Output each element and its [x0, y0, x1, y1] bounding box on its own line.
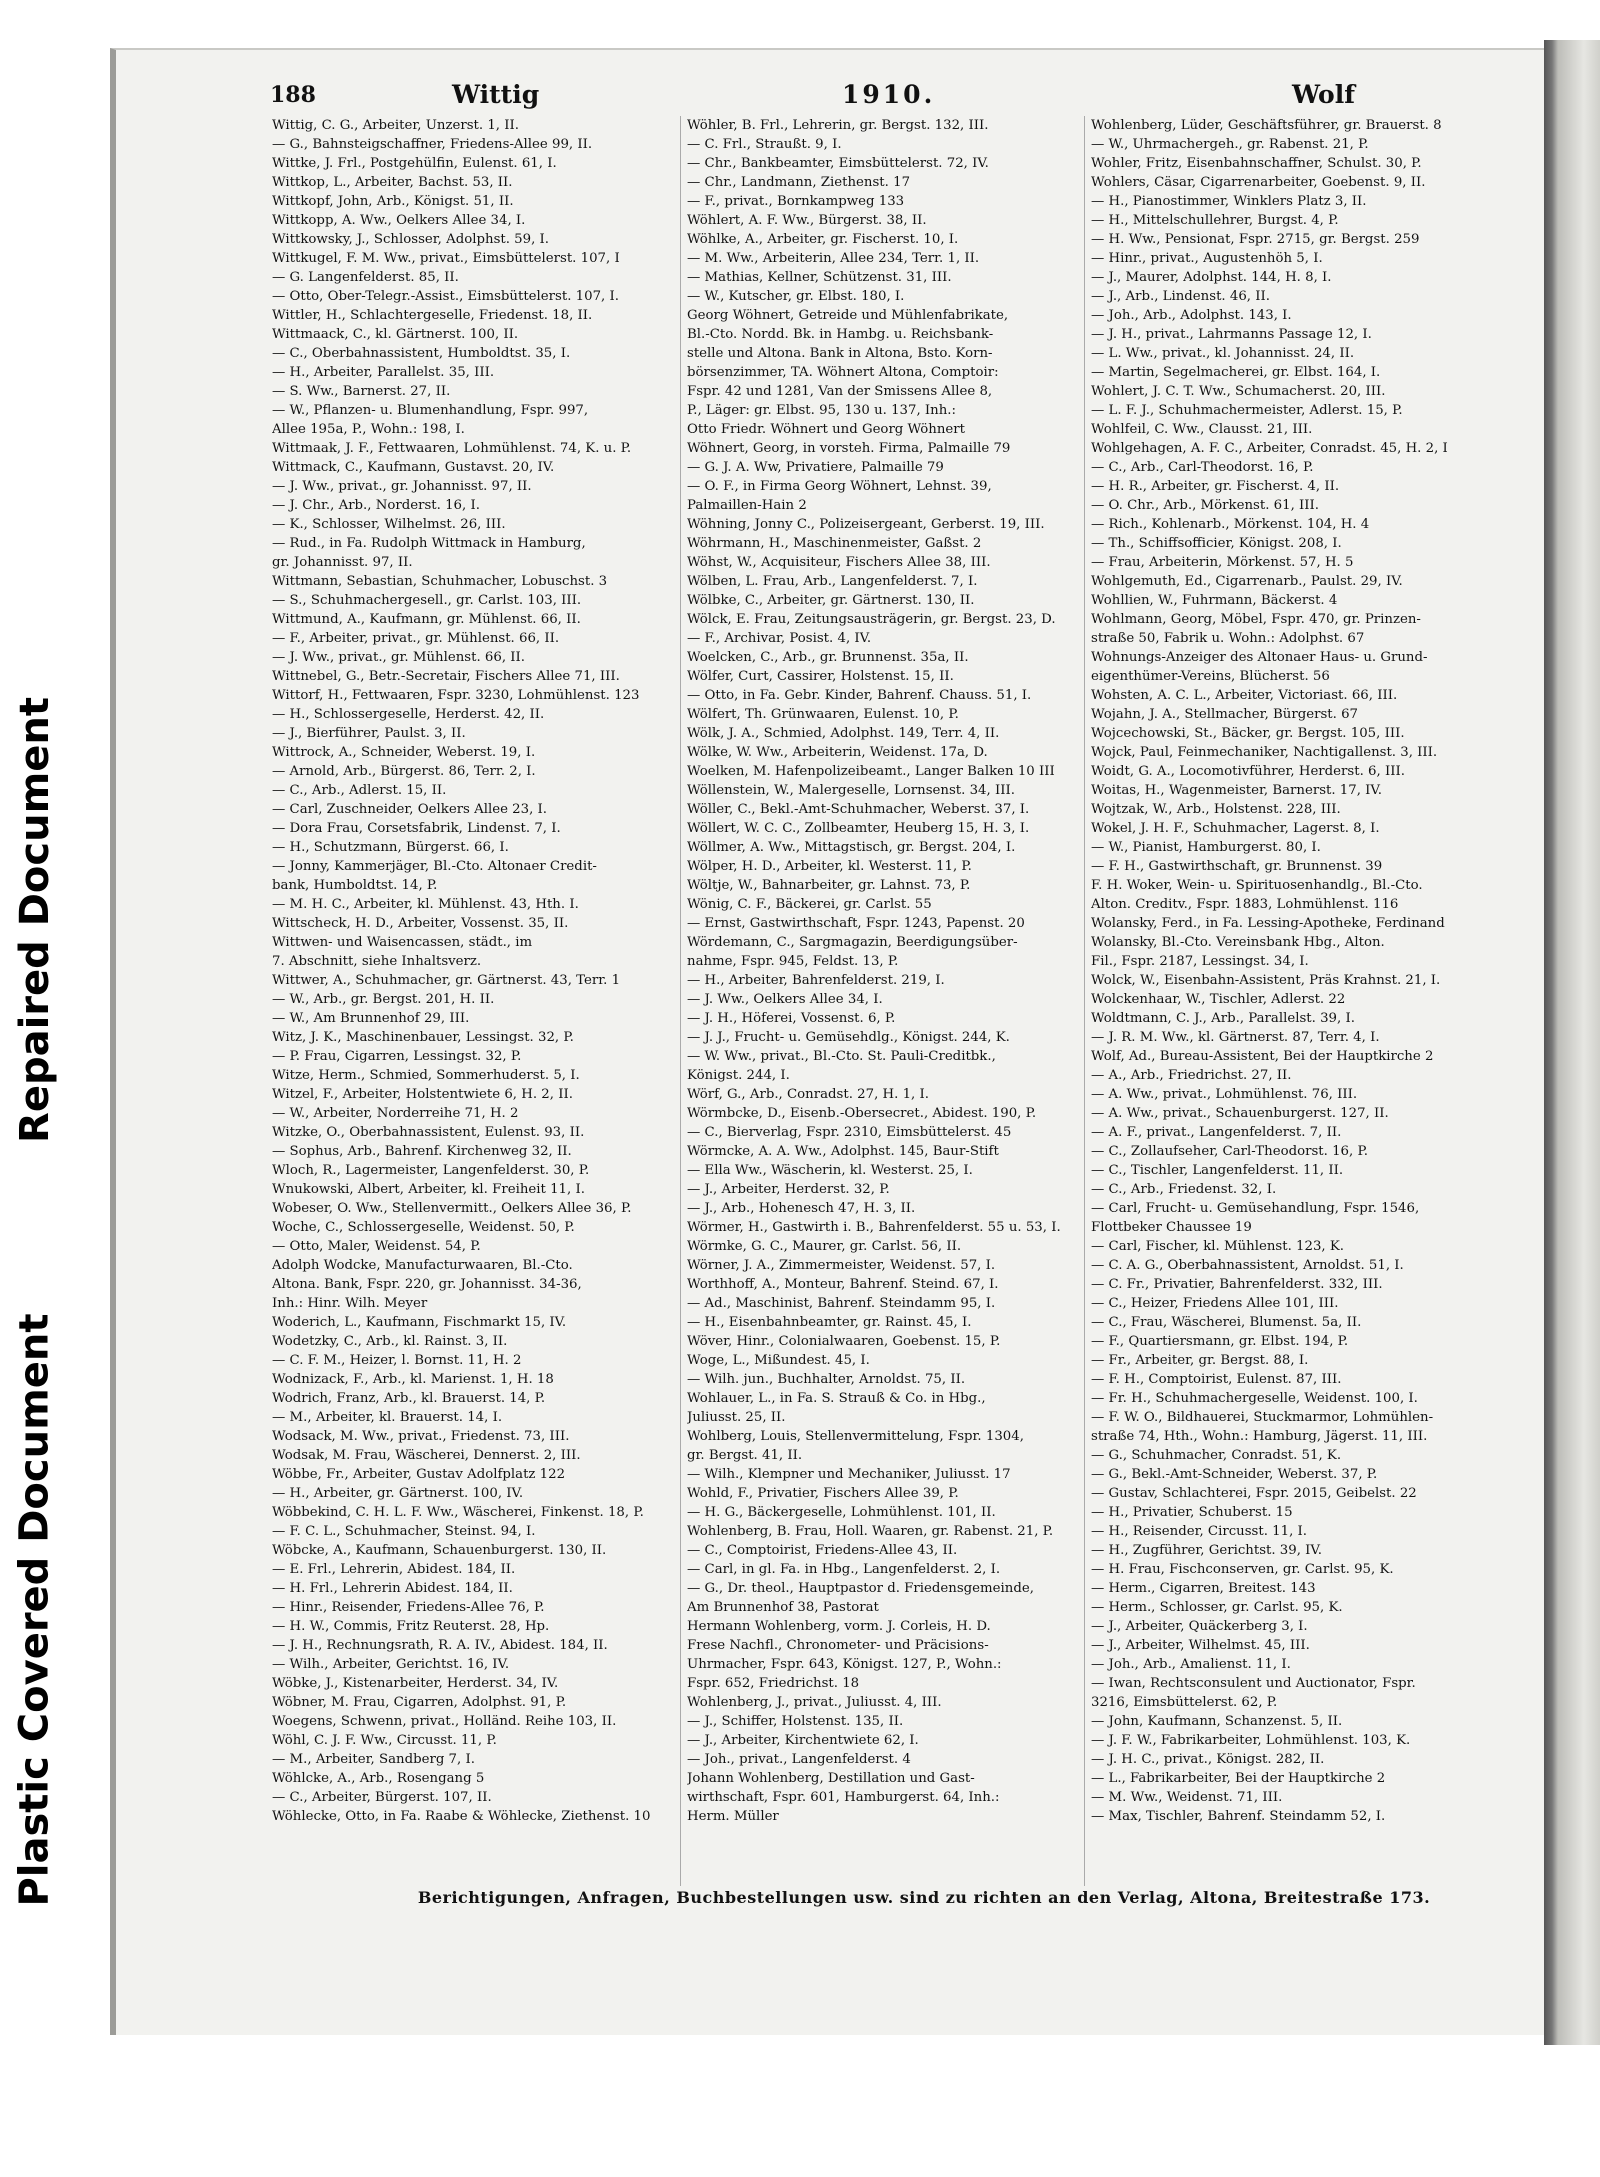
- directory-entry-line: — Joh., Arb., Amalienst. 11, I.: [1091, 1657, 1291, 1672]
- directory-entry-line: — Martin, Segelmacherei, gr. Elbst. 164, I.: [1091, 365, 1381, 380]
- page-number: 188: [270, 82, 316, 108]
- directory-entry-line: — G., Bahnsteigschaffner, Friedens-Allee 99, II.: [272, 137, 593, 152]
- directory-entry-line: Wittkugel, F. M. Ww., privat., Eimsbüttelerst. 107, I: [272, 251, 620, 266]
- repaired-document-label: [12, 600, 58, 1240]
- page-header: [162, 80, 1486, 114]
- directory-entry-line: — Joh., Arb., Adolphst. 143, I.: [1091, 308, 1292, 323]
- directory-entry-line: Woge, L., Mißundest. 45, I.: [687, 1353, 870, 1368]
- directory-entry-line: — H., Privatier, Schuberst. 15: [1091, 1505, 1293, 1520]
- directory-entry-line: — P. Frau, Cigarren, Lessingst. 32, P.: [272, 1049, 522, 1064]
- directory-entry-line: — C. Fr., Privatier, Bahrenfelderst. 332, III.: [1091, 1277, 1383, 1292]
- directory-entry-line: — Wilh., Arbeiter, Gerichtst. 16, IV.: [272, 1657, 510, 1672]
- directory-entry-line: — C., Heizer, Friedens Allee 101, III.: [1091, 1296, 1339, 1311]
- publisher-note: Berichtigungen, Anfragen, Buchbestellungen usw. sind zu richten an den Verlag, Altona, Breitestraße 173.: [417, 1888, 1431, 1907]
- directory-entry-line: — W., Kutscher, gr. Elbst. 180, I.: [687, 289, 905, 304]
- directory-entry-line: — H. Frau, Fischconserven, gr. Carlst. 95, K.: [1091, 1562, 1394, 1577]
- directory-entry-line: Wobeser, O. Ww., Stellenvermitt., Oelkers Allee 36, P.: [272, 1201, 632, 1216]
- directory-entry-line: Wodnizack, F., Arb., kl. Marienst. 1, H. 18: [272, 1372, 554, 1387]
- directory-entry-line: Wolck, W., Eisenbahn-Assistent, Präs Krahnst. 21, I.: [1091, 973, 1441, 988]
- directory-entry-line: Wöbke, J., Kistenarbeiter, Herderst. 34, IV.: [272, 1676, 559, 1691]
- directory-entry-line: Wodsak, M. Frau, Wäscherei, Dennerst. 2, III.: [272, 1448, 581, 1463]
- directory-entry-line: — Dora Frau, Corsetsfabrik, Lindenst. 7, I.: [272, 821, 561, 836]
- directory-entry-line: Wolansky, Bl.-Cto. Vereinsbank Hbg., Alton.: [1091, 935, 1385, 950]
- directory-entry-line: Wörner, J. A., Zimmermeister, Weidenst. 57, I.: [687, 1258, 996, 1273]
- directory-entry-line: — M., Arbeiter, kl. Brauerst. 14, I.: [272, 1410, 503, 1425]
- directory-entry-line: Hermann Wohlenberg, vorm. J. Corleis, H. D.: [687, 1619, 991, 1634]
- directory-entry-line: — A. Ww., privat., Lohmühlenst. 76, III.: [1091, 1087, 1358, 1102]
- directory-entry-line: — H. G., Bäckergeselle, Lohmühlenst. 101, II.: [687, 1505, 996, 1520]
- directory-entry-line: Wohlenberg, J., privat., Juliusst. 4, III.: [687, 1695, 942, 1710]
- directory-entry-line: Wöller, C., Bekl.-Amt-Schuhmacher, Weberst. 37, I.: [687, 802, 1030, 817]
- directory-entry-line: Wölben, L. Frau, Arb., Langenfelderst. 7, I.: [687, 574, 978, 589]
- directory-entry-line: — F., Quartiersmann, gr. Elbst. 194, P.: [1091, 1334, 1349, 1349]
- directory-entry-line: Wölfert, Th. Grünwaaren, Eulenst. 10, P.: [687, 707, 959, 722]
- directory-entry-line: — S., Schuhmachergesell., gr. Carlst. 103, III.: [272, 593, 582, 608]
- directory-entry-line: Wöhlcke, A., Arb., Rosengang 5: [272, 1771, 485, 1786]
- directory-entry-line: — H., Mittelschullehrer, Burgst. 4, P.: [1091, 213, 1339, 228]
- directory-entry-line: — G. Langenfelderst. 85, II.: [272, 270, 459, 285]
- header-first-entry: Wittig: [452, 80, 540, 109]
- directory-entry-line: — H., Reisender, Circusst. 11, I.: [1091, 1524, 1308, 1539]
- directory-entry-line: — C., Arb., Adlerst. 15, II.: [272, 783, 447, 798]
- directory-entry-line: — Carl, Frucht- u. Gemüsehandlung, Fspr. 1546,: [1091, 1201, 1420, 1216]
- directory-entry-line: Wörf, G., Arb., Conradst. 27, H. 1, I.: [687, 1087, 929, 1102]
- directory-entry-line: — Jonny, Kammerjäger, Bl.-Cto. Altonaer Credit-: [272, 859, 597, 874]
- directory-entry-line: — Rich., Kohlenarb., Mörkenst. 104, H. 4: [1091, 517, 1370, 532]
- directory-entry-line: Wölk, J. A., Schmied, Adolphst. 149, Terr. 4, II.: [687, 726, 1000, 741]
- directory-entry-line: wirthschaft, Fspr. 601, Hamburgerst. 64, Inh.:: [687, 1790, 1000, 1805]
- directory-entry-line: — C., Arbeiter, Bürgerst. 107, II.: [272, 1790, 492, 1805]
- directory-entry-line: 7. Abschnitt, siehe Inhaltsverz.: [272, 954, 482, 969]
- directory-entry-line: eigenthümer-Vereins, Blücherst. 56: [1091, 669, 1330, 684]
- directory-entry-line: — W., Am Brunnenhof 29, III.: [272, 1011, 470, 1026]
- directory-entry-line: Wittmack, C., Kaufmann, Gustavst. 20, IV.: [272, 460, 555, 475]
- directory-entry-line: straße 50, Fabrik u. Wohn.: Adolphst. 67: [1091, 631, 1365, 646]
- directory-entry-line: — Sophus, Arb., Bahrenf. Kirchenweg 32, II.: [272, 1144, 572, 1159]
- directory-entry-line: — H., Schlossergeselle, Herderst. 42, II.: [272, 707, 545, 722]
- directory-entry-line: — Rud., in Fa. Rudolph Wittmack in Hamburg,: [272, 536, 586, 551]
- directory-entry-line: Wöver, Hinr., Colonialwaaren, Goebenst. 15, P.: [687, 1334, 1001, 1349]
- directory-entry-line: Wittscheck, H. D., Arbeiter, Vossenst. 35, II.: [272, 916, 569, 931]
- directory-entry-line: — Th., Schiffsofficier, Königst. 208, I.: [1091, 536, 1342, 551]
- directory-entry-line: Witz, J. K., Maschinenbauer, Lessingst. 32, P.: [272, 1030, 574, 1045]
- directory-entry-line: Wloch, R., Lagermeister, Langenfelderst. 30, P.: [272, 1163, 590, 1178]
- directory-entry-line: Wojtzak, W., Arb., Holstenst. 228, III.: [1091, 802, 1341, 817]
- directory-entry-line: Wohlfeil, C. Ww., Clausst. 21, III.: [1091, 422, 1313, 437]
- directory-entry-line: Wittnebel, G., Betr.-Secretair, Fischers Allee 71, III.: [272, 669, 620, 684]
- directory-entry-line: — W., Pianist, Hamburgerst. 80, I.: [1091, 840, 1321, 855]
- directory-entry-line: Adolph Wodcke, Manufacturwaaren, Bl.-Cto.: [272, 1258, 573, 1273]
- directory-entry-line: — F., Archivar, Posist. 4, IV.: [687, 631, 872, 646]
- directory-entry-line: — F., privat., Bornkampweg 133: [687, 194, 905, 209]
- directory-entry-line: — L. F. J., Schuhmachermeister, Adlerst. 15, P.: [1091, 403, 1403, 418]
- directory-entry-line: — Herm., Schlosser, gr. Carlst. 95, K.: [1091, 1600, 1343, 1615]
- directory-entry-line: Wörmke, G. C., Maurer, gr. Carlst. 56, II.: [687, 1239, 962, 1254]
- directory-entry-line: Wittke, J. Frl., Postgehülfin, Eulenst. 61, I.: [272, 156, 557, 171]
- directory-entry-line: Wöhlke, A., Arbeiter, gr. Fischerst. 10, I.: [687, 232, 959, 247]
- directory-entry-line: Wolckenhaar, W., Tischler, Adlerst. 22: [1091, 992, 1346, 1007]
- directory-entry-line: Wönig, C. F., Bäckerei, gr. Carlst. 55: [687, 897, 932, 912]
- directory-entry-line: Wokel, J. H. F., Schuhmacher, Lagerst. 8, I.: [1091, 821, 1380, 836]
- directory-entry-line: Wojahn, J. A., Stellmacher, Bürgerst. 67: [1091, 707, 1358, 722]
- directory-entry-line: — H., Zugführer, Gerichtst. 39, IV.: [1091, 1543, 1322, 1558]
- directory-entry-line: — J. F. W., Fabrikarbeiter, Lohmühlenst. 103, K.: [1091, 1733, 1411, 1748]
- directory-entry-line: — G., Schuhmacher, Conradst. 51, K.: [1091, 1448, 1342, 1463]
- directory-entry-line: — Chr., Bankbeamter, Eimsbüttelerst. 72, IV.: [687, 156, 989, 171]
- directory-entry-line: — C. A. G., Oberbahnassistent, Arnoldst. 51, I.: [1091, 1258, 1404, 1273]
- directory-entry-line: — F. H., Comptoirist, Eulenst. 87, III.: [1091, 1372, 1342, 1387]
- directory-entry-line: Woidt, G. A., Locomotivführer, Herderst. 6, III.: [1091, 764, 1405, 779]
- directory-entry-line: Woegens, Schwenn, privat., Holländ. Reihe 103, II.: [272, 1714, 617, 1729]
- directory-entry-line: — J. R. M. Ww., kl. Gärtnerst. 87, Terr. 4, I.: [1091, 1030, 1380, 1045]
- directory-entry-line: — J. Ww., privat., gr. Johannisst. 97, II.: [272, 479, 532, 494]
- directory-entry-line: F. H. Woker, Wein- u. Spirituosenhandlg., Bl.-Cto.: [1091, 878, 1423, 893]
- directory-entry-line: Wöllmer, A. Ww., Mittagstisch, gr. Bergst. 204, I.: [687, 840, 1016, 855]
- directory-entry-line: — J., Schiffer, Holstenst. 135, II.: [687, 1714, 904, 1729]
- repaired-document-text: Repaired Document: [12, 697, 58, 1143]
- directory-entry-line: — Ella Ww., Wäscherin, kl. Westerst. 25, I.: [687, 1163, 973, 1178]
- next-page-edge: [1544, 40, 1600, 2045]
- directory-entry-line: — L., Fabrikarbeiter, Bei der Hauptkirche 2: [1091, 1771, 1386, 1786]
- directory-entry-line: Wodetzky, C., Arb., kl. Rainst. 3, II.: [272, 1334, 508, 1349]
- directory-entry-line: Wolansky, Ferd., in Fa. Lessing-Apotheke, Ferdinand: [1091, 916, 1445, 931]
- directory-entry-line: — Carl, in gl. Fa. in Hbg., Langenfelderst. 2, I.: [687, 1562, 1001, 1577]
- directory-entry-line: Wittler, H., Schlachtergeselle, Friedenst. 18, II.: [272, 308, 593, 323]
- directory-entry-line: Wöhst, W., Acquisiteur, Fischers Allee 38, III.: [687, 555, 991, 570]
- directory-entry-line: Georg Wöhnert, Getreide und Mühlenfabrikate,: [687, 308, 1009, 323]
- directory-entry-line: Johann Wohlenberg, Destillation und Gast-: [687, 1771, 975, 1786]
- directory-entry-line: Wittkowsky, J., Schlosser, Adolphst. 59, I.: [272, 232, 550, 247]
- directory-entry-line: Wohlgehagen, A. F. C., Arbeiter, Conradst. 45, H. 2, I: [1091, 441, 1448, 456]
- column-3: [1084, 116, 1491, 1886]
- directory-entry-line: — C. Frl., Straußt. 9, I.: [687, 137, 842, 152]
- directory-entry-line: — Hinr., Reisender, Friedens-Allee 76, P.: [272, 1600, 545, 1615]
- directory-entry-line: — O. Chr., Arb., Mörkenst. 61, III.: [1091, 498, 1320, 513]
- directory-entry-line: — Chr., Landmann, Ziethenst. 17: [687, 175, 911, 190]
- directory-entry-line: — A., Arb., Friedrichst. 27, II.: [1091, 1068, 1292, 1083]
- directory-page: [162, 80, 1486, 1960]
- directory-entry-line: — J., Arb., Lindenst. 46, II.: [1091, 289, 1270, 304]
- directory-entry-line: Flottbeker Chaussee 19: [1091, 1220, 1252, 1235]
- directory-entry-line: Wörmbcke, D., Eisenb.-Obersecret., Abidest. 190, P.: [687, 1106, 1037, 1121]
- directory-entry-line: — H., Arbeiter, gr. Gärtnerst. 100, IV.: [272, 1486, 524, 1501]
- directory-entry-line: Wöbner, M. Frau, Cigarren, Adolphst. 91, P.: [272, 1695, 567, 1710]
- directory-entry-line: Juliusst. 25, II.: [687, 1410, 786, 1425]
- directory-entry-line: Wohlberg, Louis, Stellenvermittelung, Fspr. 1304,: [687, 1429, 1024, 1444]
- directory-entry-line: — Wilh. jun., Buchhalter, Arnoldst. 75, II.: [687, 1372, 966, 1387]
- directory-entry-line: — J. Chr., Arb., Norderst. 16, I.: [272, 498, 480, 513]
- directory-entry-line: — J. J., Frucht- u. Gemüsehdlg., Königst. 244, K.: [687, 1030, 1010, 1045]
- directory-entry-line: Uhrmacher, Fspr. 643, Königst. 127, P., Wohn.:: [687, 1657, 1002, 1672]
- directory-entry-line: 3216, Eimsbüttelerst. 62, P.: [1091, 1695, 1278, 1710]
- directory-entry-line: Wittmaack, C., kl. Gärtnerst. 100, II.: [272, 327, 519, 342]
- directory-entry-line: Fspr. 652, Friedrichst. 18: [687, 1676, 860, 1691]
- directory-entry-line: Wördemann, C., Sargmagazin, Beerdigungsüber-: [687, 935, 1018, 950]
- directory-entry-line: — Ad., Maschinist, Bahrenf. Steindamm 95, I.: [687, 1296, 996, 1311]
- directory-entry-line: Woche, C., Schlossergeselle, Weidenst. 50, P.: [272, 1220, 575, 1235]
- directory-entry-line: Wöhlecke, Otto, in Fa. Raabe & Wöhlecke, Ziethenst. 10: [272, 1809, 651, 1824]
- directory-entry-line: Wöbbe, Fr., Arbeiter, Gustav Adolfplatz 122: [272, 1467, 566, 1482]
- directory-entry-line: Wöbbekind, C. H. L. F. Ww., Wäscherei, Finkenst. 18, P.: [272, 1505, 644, 1520]
- directory-entry-line: — G. J. A. Ww, Privatiere, Palmaille 79: [687, 460, 944, 475]
- directory-entry-line: — Wilh., Klempner und Mechaniker, Juliusst. 17: [687, 1467, 1011, 1482]
- directory-entry-line: Woitas, H., Wagenmeister, Barnerst. 17, IV.: [1091, 783, 1382, 798]
- directory-entry-line: Palmaillen-Hain 2: [687, 498, 807, 513]
- directory-entry-line: — M., Arbeiter, Sandberg 7, I.: [272, 1752, 475, 1767]
- directory-entry-line: — K., Schlosser, Wilhelmst. 26, III.: [272, 517, 506, 532]
- directory-entry-line: — Frau, Arbeiterin, Mörkenst. 57, H. 5: [1091, 555, 1354, 570]
- directory-entry-line: — C. F. M., Heizer, l. Bornst. 11, H. 2: [272, 1353, 522, 1368]
- directory-entry-line: — G., Dr. theol., Hauptpastor d. Friedensgemeinde,: [687, 1581, 1034, 1596]
- directory-entry-line: Wöhl, C. J. F. Ww., Circusst. 11, P.: [272, 1733, 497, 1748]
- directory-entry-line: Wöhnert, Georg, in vorsteh. Firma, Palmaille 79: [687, 441, 1011, 456]
- directory-entry-line: Wöllert, W. C. C., Zollbeamter, Heuberg 15, H. 3, I.: [687, 821, 1030, 836]
- directory-entry-line: — M. H. C., Arbeiter, kl. Mühlenst. 43, Hth. I.: [272, 897, 579, 912]
- directory-entry-line: — F. W. O., Bildhauerei, Stuckmarmor, Lohmühlen-: [1091, 1410, 1434, 1425]
- directory-entry-line: — H., Arbeiter, Bahrenfelderst. 219, I.: [687, 973, 945, 988]
- directory-entry-line: Bl.-Cto. Nordd. Bk. in Hambg. u. Reichsbank-: [687, 327, 994, 342]
- directory-entry-line: — H., Pianostimmer, Winklers Platz 3, II.: [1091, 194, 1367, 209]
- directory-entry-line: Allee 195a, P., Wohn.: 198, I.: [272, 422, 465, 437]
- directory-entry-line: — J., Bierführer, Paulst. 3, II.: [272, 726, 466, 741]
- directory-entry-line: — H. Frl., Lehrerin Abidest. 184, II.: [272, 1581, 513, 1596]
- directory-entry-line: nahme, Fspr. 945, Feldst. 13, P.: [687, 954, 899, 969]
- directory-entry-line: Königst. 244, I.: [687, 1068, 790, 1083]
- directory-entry-line: Woderich, L., Kaufmann, Fischmarkt 15, IV.: [272, 1315, 567, 1330]
- directory-entry-line: Wohlmann, Georg, Möbel, Fspr. 470, gr. Prinzen-: [1091, 612, 1421, 627]
- directory-entry-line: — Iwan, Rechtsconsulent und Auctionator, Fspr.: [1091, 1676, 1416, 1691]
- directory-entry-line: straße 74, Hth., Wohn.: Hamburg, Jägerst. 11, III.: [1091, 1429, 1428, 1444]
- directory-entry-line: Wöltje, W., Bahnarbeiter, gr. Lahnst. 73, P.: [687, 878, 971, 893]
- directory-entry-line: Wittwen- und Waisencassen, städt., im: [272, 935, 533, 950]
- directory-entry-line: Wohlenberg, Lüder, Geschäftsführer, gr. Brauerst. 8: [1091, 118, 1442, 133]
- directory-entry-line: — John, Kaufmann, Schanzenst. 5, II.: [1091, 1714, 1343, 1729]
- directory-entry-line: — J. Ww., privat., gr. Mühlenst. 66, II.: [272, 650, 526, 665]
- directory-entry-line: — C., Zollaufseher, Carl-Theodorst. 16, P.: [1091, 1144, 1368, 1159]
- directory-entry-line: Wölke, W. Ww., Arbeiterin, Weidenst. 17a, D.: [687, 745, 988, 760]
- directory-entry-line: Wohsten, A. C. L., Arbeiter, Victoriast. 66, III.: [1091, 688, 1398, 703]
- directory-entry-line: Wnukowski, Albert, Arbeiter, kl. Freiheit 11, I.: [272, 1182, 585, 1197]
- directory-entry-line: gr. Bergst. 41, II.: [687, 1448, 803, 1463]
- directory-entry-line: — E. Frl., Lehrerin, Abidest. 184, II.: [272, 1562, 516, 1577]
- directory-entry-line: Wörmer, H., Gastwirth i. B., Bahrenfelderst. 55 u. 53, I.: [687, 1220, 1061, 1235]
- directory-entry-line: bank, Humboldtst. 14, P.: [272, 878, 438, 893]
- directory-entry-line: Wöhning, Jonny C., Polizeisergeant, Gerberst. 19, III.: [687, 517, 1045, 532]
- directory-entry-line: Wittkopf, John, Arb., Königst. 51, II.: [272, 194, 514, 209]
- directory-entry-line: — F., Arbeiter, privat., gr. Mühlenst. 66, II.: [272, 631, 560, 646]
- directory-entry-line: Wohlenberg, B. Frau, Holl. Waaren, gr. Rabenst. 21, P.: [687, 1524, 1054, 1539]
- directory-entry-line: Woelcken, C., Arb., gr. Brunnenst. 35a, II.: [687, 650, 969, 665]
- directory-entry-line: — W., Pflanzen- u. Blumenhandlung, Fspr. 997,: [272, 403, 589, 418]
- directory-entry-line: — M. Ww., Arbeiterin, Allee 234, Terr. 1, II.: [687, 251, 980, 266]
- directory-entry-line: — H., Schutzmann, Bürgerst. 66, I.: [272, 840, 509, 855]
- directory-entry-line: Witzel, F., Arbeiter, Holstentwiete 6, H. 2, II.: [272, 1087, 573, 1102]
- directory-entry-line: Altona. Bank, Fspr. 220, gr. Johannisst. 34-36,: [272, 1277, 582, 1292]
- directory-entry-line: Wittwer, A., Schuhmacher, gr. Gärtnerst. 43, Terr. 1: [272, 973, 621, 988]
- directory-entry-line: — J. Ww., Oelkers Allee 34, I.: [687, 992, 883, 1007]
- directory-entry-line: — J., Arb., Hohenesch 47, H. 3, II.: [687, 1201, 916, 1216]
- directory-entry-line: Witze, Herm., Schmied, Sommerhuderst. 5, I.: [272, 1068, 580, 1083]
- directory-entry-line: — Arnold, Arb., Bürgerst. 86, Terr. 2, I.: [272, 764, 536, 779]
- directory-entry-line: — S. Ww., Barnerst. 27, II.: [272, 384, 451, 399]
- directory-entry-line: Wodrich, Franz, Arb., kl. Brauerst. 14, P.: [272, 1391, 546, 1406]
- directory-entry-line: Wölbke, C., Arbeiter, gr. Gärtnerst. 130, II.: [687, 593, 975, 608]
- directory-entry-line: Wohlgemuth, Ed., Cigarrenarb., Paulst. 29, IV.: [1091, 574, 1403, 589]
- directory-entry-line: — H. Ww., Pensionat, Fspr. 2715, gr. Bergst. 259: [1091, 232, 1420, 247]
- directory-entry-line: — G., Bekl.-Amt-Schneider, Weberst. 37, P.: [1091, 1467, 1378, 1482]
- directory-entry-line: Wojck, Paul, Feinmechaniker, Nachtigallenst. 3, III.: [1091, 745, 1438, 760]
- directory-entry-line: — Joh., privat., Langenfelderst. 4: [687, 1752, 911, 1767]
- directory-entry-line: — C., Frau, Wäscherei, Blumenst. 5a, II.: [1091, 1315, 1362, 1330]
- directory-entry-line: Wöllenstein, W., Malergeselle, Lornsenst. 34, III.: [687, 783, 1015, 798]
- directory-entry-line: Fil., Fspr. 2187, Lessingst. 34, I.: [1091, 954, 1309, 969]
- directory-entry-line: börsenzimmer, TA. Wöhnert Altona, Comptoir:: [687, 365, 999, 380]
- directory-entry-line: Wohlert, J. C. T. Ww., Schumacherst. 20, III.: [1091, 384, 1386, 399]
- directory-entry-line: Woelken, M. Hafenpolizeibeamt., Langer Balken 10 III: [687, 764, 1055, 779]
- directory-entry-line: Frese Nachfl., Chronometer- und Präcisions-: [687, 1638, 989, 1653]
- directory-entry-line: — C., Tischler, Langenfelderst. 11, II.: [1091, 1163, 1344, 1178]
- directory-entry-line: Wittig, C. G., Arbeiter, Unzerst. 1, II.: [272, 118, 519, 133]
- header-last-entry: Wolf: [1292, 80, 1355, 109]
- directory-entry-line: Wittrock, A., Schneider, Weberst. 19, I.: [272, 745, 536, 760]
- directory-entry-line: — H., Eisenbahnbeamter, gr. Rainst. 45, I.: [687, 1315, 972, 1330]
- directory-entry-line: Alton. Creditv., Fspr. 1883, Lohmühlenst. 116: [1091, 897, 1399, 912]
- directory-entry-line: — Gustav, Schlachterei, Fspr. 2015, Geibelst. 22: [1091, 1486, 1417, 1501]
- directory-entry-line: — Herm., Cigarren, Breitest. 143: [1091, 1581, 1316, 1596]
- directory-entry-line: Wöbcke, A., Kaufmann, Schauenburgerst. 130, II.: [272, 1543, 607, 1558]
- directory-entry-line: Wittorf, H., Fettwaaren, Fspr. 3230, Lohmühlenst. 123: [272, 688, 640, 703]
- directory-entry-line: Woldtmann, C. J., Arb., Parallelst. 39, I.: [1091, 1011, 1355, 1026]
- directory-entry-line: — Carl, Fischer, kl. Mühlenst. 123, K.: [1091, 1239, 1345, 1254]
- directory-entry-line: Fspr. 42 und 1281, Van der Smissens Allee 8,: [687, 384, 993, 399]
- directory-entry-line: — J. H. C., privat., Königst. 282, II.: [1091, 1752, 1325, 1767]
- directory-entry-line: Wittmaak, J. F., Fettwaaren, Lohmühlenst. 74, K. u. P.: [272, 441, 632, 456]
- directory-entry-line: — H. R., Arbeiter, gr. Fischerst. 4, II.: [1091, 479, 1340, 494]
- directory-entry-line: Wolf, Ad., Bureau-Assistent, Bei der Hauptkirche 2: [1091, 1049, 1434, 1064]
- directory-entry-line: Inh.: Hinr. Wilh. Meyer: [272, 1296, 428, 1311]
- directory-entry-line: — J., Maurer, Adolphst. 144, H. 8, I.: [1091, 270, 1332, 285]
- directory-entry-line: — Fr., Arbeiter, gr. Bergst. 88, I.: [1091, 1353, 1309, 1368]
- directory-entry-line: — Hinr., privat., Augustenhöh 5, I.: [1091, 251, 1323, 266]
- directory-entry-line: Wittmann, Sebastian, Schuhmacher, Lobuschst. 3: [272, 574, 608, 589]
- directory-entry-line: — O. F., in Firma Georg Wöhnert, Lehnst. 39,: [687, 479, 992, 494]
- directory-entry-line: — C., Oberbahnassistent, Humboldtst. 35, I.: [272, 346, 571, 361]
- directory-entry-line: — Otto, Maler, Weidenst. 54, P.: [272, 1239, 481, 1254]
- directory-entry-line: — Max, Tischler, Bahrenf. Steindamm 52, I.: [1091, 1809, 1386, 1824]
- directory-entry-line: Wittkop, L., Arbeiter, Bachst. 53, II.: [272, 175, 513, 190]
- directory-entry-line: — C., Comptoirist, Friedens-Allee 43, II.: [687, 1543, 958, 1558]
- directory-entry-line: Herm. Müller: [687, 1809, 779, 1824]
- directory-entry-line: Wöhrmann, H., Maschinenmeister, Gaßst. 2: [687, 536, 982, 551]
- header-year: 1910.: [842, 80, 936, 109]
- directory-entry-line: — L. Ww., privat., kl. Johannisst. 24, II.: [1091, 346, 1355, 361]
- directory-entry-line: Wölper, H. D., Arbeiter, kl. Westerst. 11, P.: [687, 859, 972, 874]
- directory-entry-line: — Ernst, Gastwirthschaft, Fspr. 1243, Papenst. 20: [687, 916, 1025, 931]
- directory-entry-line: — J. H., privat., Lahrmanns Passage 12, I.: [1091, 327, 1372, 342]
- directory-entry-line: Otto Friedr. Wöhnert und Georg Wöhnert: [687, 422, 966, 437]
- directory-entry-line: stelle und Altona. Bank in Altona, Bsto. Korn-: [687, 346, 993, 361]
- directory-entry-line: Wohlauer, L., in Fa. S. Strauß & Co. in Hbg.,: [687, 1391, 986, 1406]
- directory-entry-line: — H. W., Commis, Fritz Reuterst. 28, Hp.: [272, 1619, 550, 1634]
- directory-entry-line: Wölck, E. Frau, Zeitungsausträgerin, gr. Bergst. 23, D.: [687, 612, 1056, 627]
- directory-entry-line: — Otto, in Fa. Gebr. Kinder, Bahrenf. Chauss. 51, I.: [687, 688, 1032, 703]
- directory-entry-line: Wohld, F., Privatier, Fischers Allee 39, P.: [687, 1486, 959, 1501]
- directory-entry-line: Wörmcke, A. A. Ww., Adolphst. 145, Baur-Stift: [687, 1144, 999, 1159]
- directory-entry-line: Wohler, Fritz, Eisenbahnschaffner, Schulst. 30, P.: [1091, 156, 1422, 171]
- directory-entry-line: P., Läger: gr. Elbst. 95, 130 u. 137, Inh.:: [687, 403, 957, 418]
- directory-entry-line: gr. Johannisst. 97, II.: [272, 555, 413, 570]
- directory-entry-line: — W., Uhrmachergeh., gr. Rabenst. 21, P.: [1091, 137, 1369, 152]
- column-1: [272, 116, 680, 1886]
- column-2: [680, 116, 1087, 1886]
- directory-entry-line: — H., Arbeiter, Parallelst. 35, III.: [272, 365, 495, 380]
- directory-entry-line: Wittkopp, A. Ww., Oelkers Allee 34, I.: [272, 213, 526, 228]
- plastic-covered-document-text: Plastic Covered Document: [12, 1313, 58, 1907]
- directory-entry-line: Am Brunnenhof 38, Pastorat: [687, 1600, 879, 1615]
- directory-entry-line: — C., Bierverlag, Fspr. 2310, Eimsbüttelerst. 45: [687, 1125, 1012, 1140]
- directory-entry-line: Wohllien, W., Fuhrmann, Bäckerst. 4: [1091, 593, 1338, 608]
- directory-entry-line: — J., Arbeiter, Herderst. 32, P.: [687, 1182, 890, 1197]
- directory-entry-line: — J. H., Höferei, Vossenst. 6, P.: [687, 1011, 896, 1026]
- directory-entry-line: — M. Ww., Weidenst. 71, III.: [1091, 1790, 1283, 1805]
- directory-entry-line: — J., Arbeiter, Kirchentwiete 62, I.: [687, 1733, 919, 1748]
- directory-entry-line: — W., Arb., gr. Bergst. 201, H. II.: [272, 992, 495, 1007]
- directory-entry-line: — A. Ww., privat., Schauenburgerst. 127, II.: [1091, 1106, 1389, 1121]
- directory-entry-line: — W., Arbeiter, Norderreihe 71, H. 2: [272, 1106, 519, 1121]
- directory-entry-line: — Mathias, Kellner, Schützenst. 31, III.: [687, 270, 952, 285]
- directory-entry-line: — W. Ww., privat., Bl.-Cto. St. Pauli-Creditbk.,: [687, 1049, 996, 1064]
- directory-entry-line: Wohnungs-Anzeiger des Altonaer Haus- u. Grund-: [1091, 650, 1428, 665]
- directory-entry-line: Wohlers, Cäsar, Cigarrenarbeiter, Goebenst. 9, II.: [1091, 175, 1426, 190]
- directory-entry-line: Wöhler, B. Frl., Lehrerin, gr. Bergst. 132, III.: [687, 118, 989, 133]
- directory-entry-line: — J., Arbeiter, Quäckerberg 3, I.: [1091, 1619, 1308, 1634]
- directory-entry-line: Wittmund, A., Kaufmann, gr. Mühlenst. 66, II.: [272, 612, 581, 627]
- directory-entry-line: Wojcechowski, St., Bäcker, gr. Bergst. 105, III.: [1091, 726, 1405, 741]
- directory-entry-line: — Carl, Zuschneider, Oelkers Allee 23, I.: [272, 802, 548, 817]
- directory-entry-line: Wodsack, M. Ww., privat., Friedenst. 73, III.: [272, 1429, 570, 1444]
- directory-entry-line: Witzke, O., Oberbahnassistent, Eulenst. 93, II.: [272, 1125, 585, 1140]
- directory-entry-line: — Otto, Ober-Telegr.-Assist., Eimsbüttelerst. 107, I.: [272, 289, 619, 304]
- directory-entry-line: Wölfer, Curt, Cassirer, Holstenst. 15, II.: [687, 669, 954, 684]
- directory-entry-line: — C., Arb., Friedenst. 32, I.: [1091, 1182, 1277, 1197]
- directory-entry-line: — F. H., Gastwirthschaft, gr. Brunnenst. 39: [1091, 859, 1383, 874]
- directory-entry-line: — J., Arbeiter, Wilhelmst. 45, III.: [1091, 1638, 1310, 1653]
- directory-entry-line: — A. F., privat., Langenfelderst. 7, II.: [1091, 1125, 1342, 1140]
- directory-entry-line: — F. C. L., Schuhmacher, Steinst. 94, I.: [272, 1524, 536, 1539]
- directory-entry-line: — C., Arb., Carl-Theodorst. 16, P.: [1091, 460, 1314, 475]
- plastic-covered-document-label: [12, 1300, 58, 1920]
- directory-entry-line: — Fr. H., Schuhmachergeselle, Weidenst. 100, I.: [1091, 1391, 1418, 1406]
- directory-entry-line: Worthhoff, A., Monteur, Bahrenf. Steind. 67, I.: [687, 1277, 999, 1292]
- directory-entry-line: — J. H., Rechnungsrath, R. A. IV., Abidest. 184, II.: [272, 1638, 608, 1653]
- directory-entry-line: Wöhlert, A. F. Ww., Bürgerst. 38, II.: [687, 213, 927, 228]
